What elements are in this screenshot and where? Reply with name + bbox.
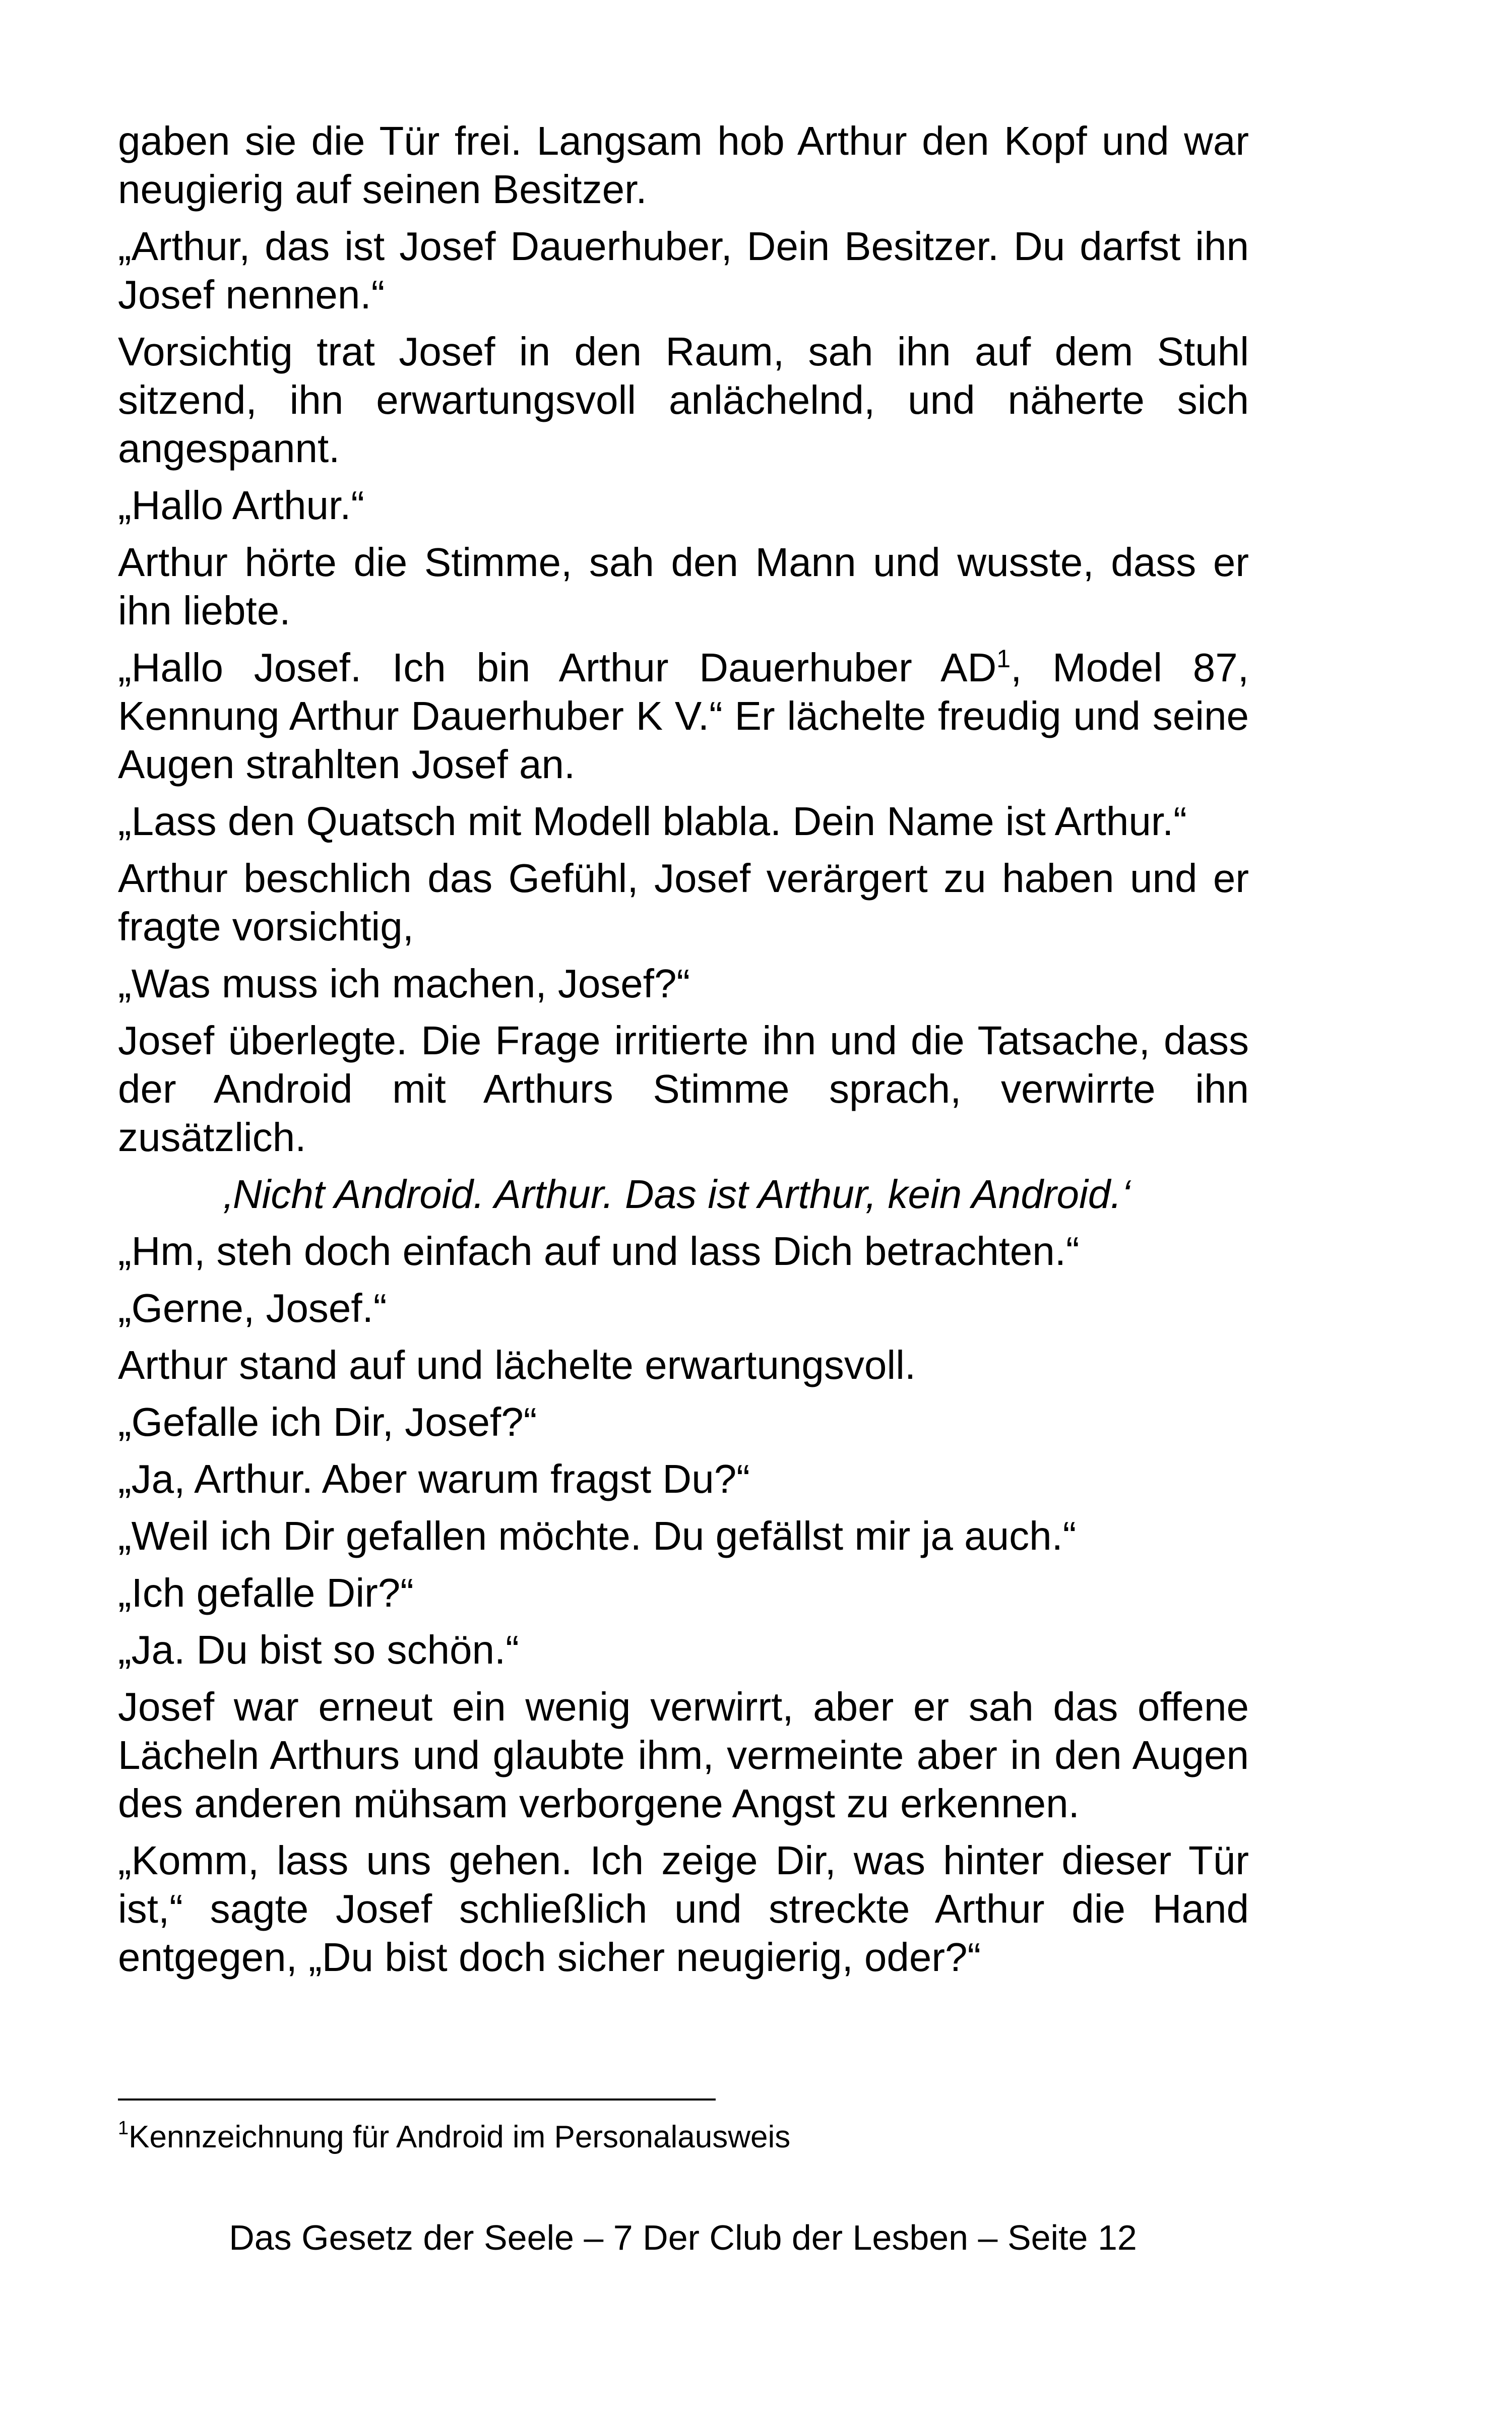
paragraph: „Was muss ich machen, Josef?“ (118, 961, 690, 1006)
page-body (118, 117, 1249, 1990)
paragraph: Arthur beschlich das Gefühl, Josef verärgert zu haben und er fragte vorsichtig, (118, 856, 1249, 949)
paragraph: „Hm, steh doch einfach auf und lass Dich betrachten.“ (118, 1229, 1080, 1274)
footnote-text: Kennzeichnung für Android im Personalausweis (129, 2120, 791, 2154)
paragraph: „Gefalle ich Dir, Josef?“ (118, 1400, 537, 1444)
paragraph-with-footnote-ref (118, 644, 1249, 789)
paragraph: Josef war erneut ein wenig verwirrt, aber er sah das offene Lächeln Arthurs und glaubte ihm, vermeinte aber in den Augen des anderen mühsam verborgene Angst zu erkennen. (118, 1684, 1249, 1826)
paragraph: Josef überlegte. Die Frage irritierte ihn und die Tatsache, dass der Android mit Arthurs Stimme sprach, verwirrte ihn zusätzlich. (118, 1018, 1249, 1160)
paragraph-text: , Model 87, Kennung Arthur Dauerhuber K V.“ Er lächelte freudig und seine Augen strahlten Josef an. (118, 645, 1249, 787)
paragraph: Arthur hörte die Stimme, sah den Mann und wusste, dass er ihn liebte. (118, 540, 1249, 633)
paragraph: „Ja. Du bist so schön.“ (118, 1627, 519, 1672)
inner-thought: ‚Nicht Android. Arthur. Das ist Arthur, kein Android.‘ (224, 1172, 1131, 1217)
paragraph: „Weil ich Dir gefallen möchte. Du gefällst mir ja auch.“ (118, 1513, 1077, 1558)
paragraph: gaben sie die Tür frei. Langsam hob Arthur den Kopf und war neugierig auf seinen Besitzer. (118, 118, 1249, 212)
paragraph: Arthur stand auf und lächelte erwartungsvoll. (118, 1343, 916, 1387)
paragraph: „Gerne, Josef.“ (118, 1286, 387, 1330)
paragraph: Vorsichtig trat Josef in den Raum, sah ihn auf dem Stuhl sitzend, ihn erwartungsvoll anlächelnd, und näherte sich angespannt. (118, 329, 1249, 471)
paragraph: „Komm, lass uns gehen. Ich zeige Dir, was hinter dieser Tür ist,“ sagte Josef schließlich und streckte Arthur die Hand entgegen, „Du bist doch sicher neugierig, oder?“ (118, 1838, 1249, 1980)
paragraph: „Lass den Quatsch mit Modell blabla. Dein Name ist Arthur.“ (118, 799, 1187, 844)
paragraph-text: „Hallo Josef. Ich bin Arthur Dauerhuber AD (118, 645, 997, 690)
footnote-reference[interactable]: 1 (996, 645, 1011, 673)
page-footer: Das Gesetz der Seele – 7 Der Club der Lesben – Seite 12 (229, 2218, 1137, 2257)
paragraph: „Hallo Arthur.“ (118, 483, 365, 528)
paragraph: „Ja, Arthur. Aber warum fragst Du?“ (118, 1456, 750, 1501)
footnote-marker: 1 (118, 2118, 129, 2139)
footnote-divider (118, 2098, 716, 2101)
paragraph: „Ich gefalle Dir?“ (118, 1570, 414, 1615)
footnote (118, 2119, 790, 2156)
paragraph: „Arthur, das ist Josef Dauerhuber, Dein Besitzer. Du darfst ihn Josef nennen.“ (118, 224, 1249, 317)
